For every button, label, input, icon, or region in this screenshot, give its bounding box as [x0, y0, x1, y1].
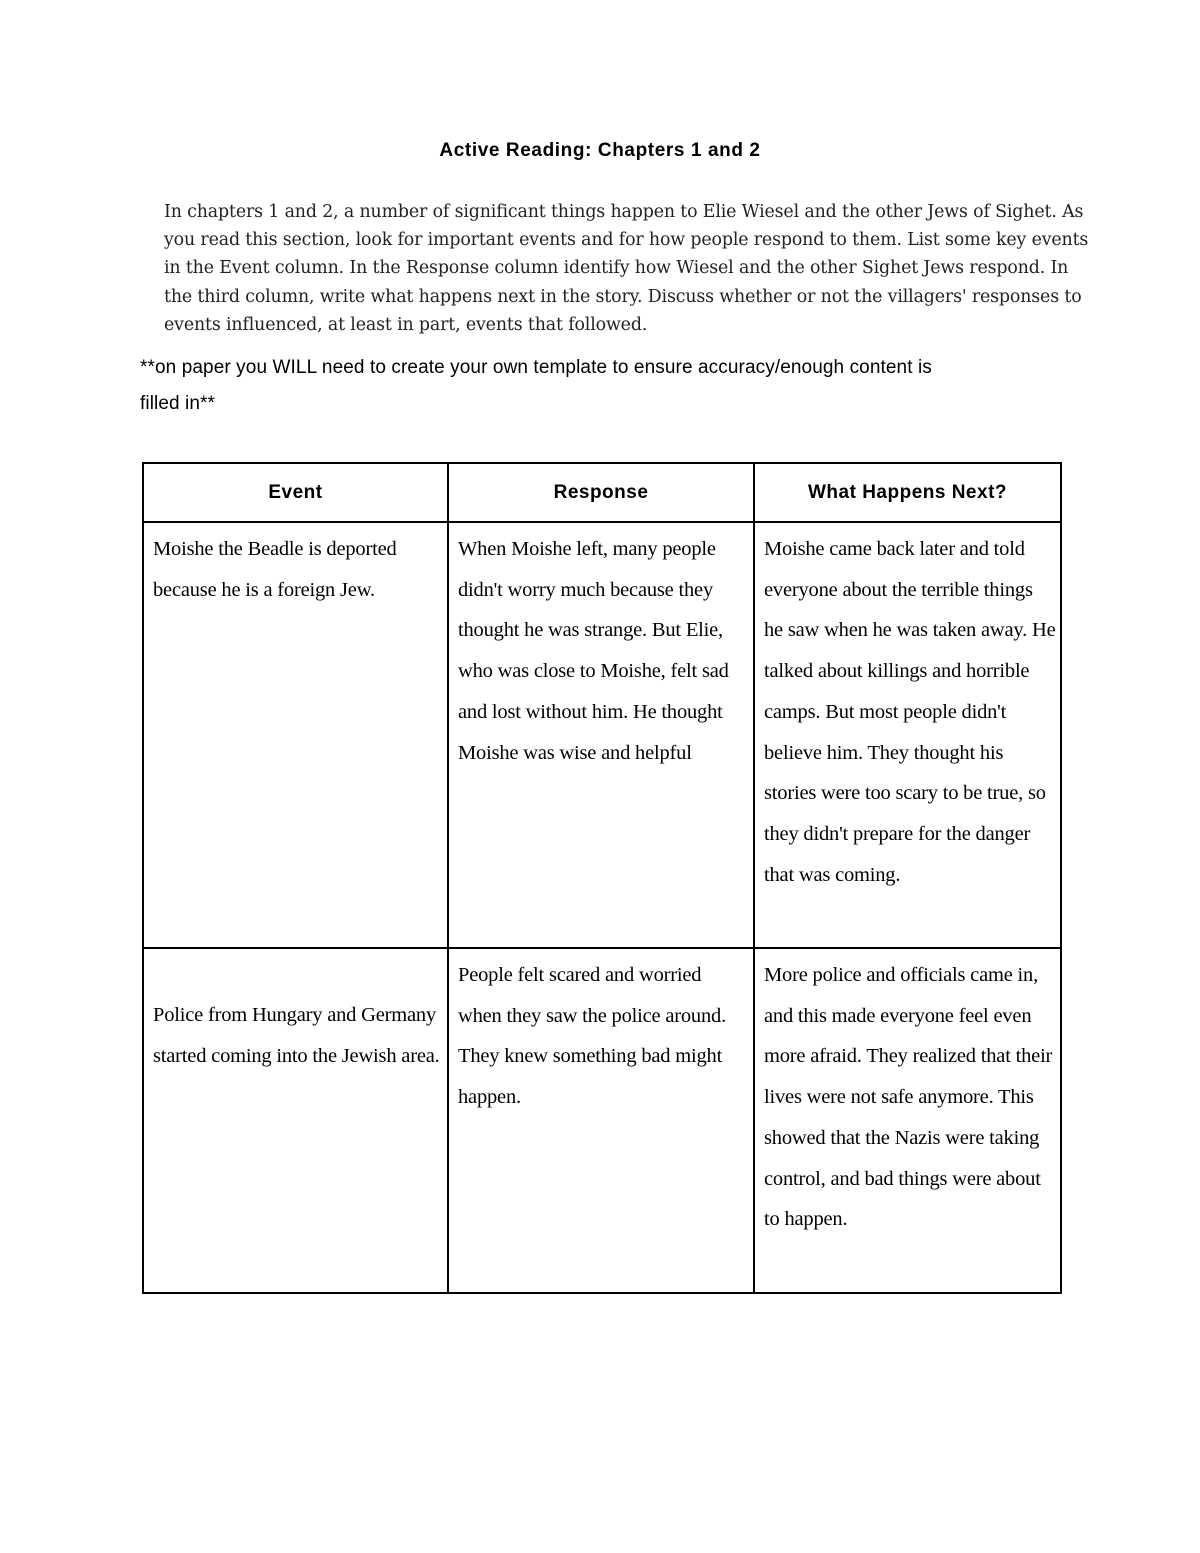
table-row — [143, 948, 1061, 1293]
event-response-table — [142, 462, 1062, 1294]
next-text: More police and officials came in, and this made everyone feel even more afraid. They realized that their lives were not safe anymore. This showed that the Nazis were taking control, and bad things were about to happen. — [764, 964, 1053, 1231]
event-text: Moishe the Beadle is deported because he is a foreign Jew. — [153, 538, 397, 601]
event-text: Police from Hungary and Germany started coming into the Jewish area. — [153, 1004, 440, 1067]
event-cell — [143, 948, 448, 1293]
event-cell — [143, 522, 448, 948]
header-response: Response — [448, 463, 754, 522]
instructions-line: the third column, write what happens next in the story. Discuss whether or not the villagers' responses to — [164, 286, 1082, 307]
response-cell — [448, 948, 754, 1293]
instructions-line: events influenced, at least in part, events that followed. — [164, 314, 648, 335]
next-text: Moishe came back later and told everyone about the terrible things he saw when he was taken away. He talked about killings and horrible camps. But most people didn't believe him. They thought his stories were too scary to be true, so they didn't prepare for the danger that was coming. — [764, 538, 1056, 886]
note-line: filled in** — [140, 393, 216, 414]
table-header-row — [143, 463, 1061, 522]
next-cell — [754, 522, 1061, 948]
page-title: Active Reading: Chapters 1 and 2 — [439, 140, 761, 161]
template-note — [140, 350, 1060, 422]
table-row — [143, 522, 1061, 948]
response-text: When Moishe left, many people didn't worry much because they thought he was strange. But Elie, who was close to Moishe, felt sad and lost without him. He thought Moishe was wise and helpful — [458, 538, 729, 764]
next-cell — [754, 948, 1061, 1293]
instructions-paragraph — [164, 198, 1154, 339]
instructions-line: you read this section, look for important events and for how people respond to them. List some key events — [164, 230, 1089, 251]
header-what-happens-next: What Happens Next? — [754, 463, 1061, 522]
note-line: **on paper you WILL need to create your own template to ensure accuracy/enough content is — [140, 357, 932, 378]
instructions-line: In chapters 1 and 2, a number of significant things happen to Elie Wiesel and the other Jews of Sighet. As — [164, 202, 1084, 222]
header-event: Event — [143, 463, 448, 522]
response-text: People felt scared and worried when they saw the police around. They knew something bad might happen. — [458, 964, 726, 1109]
instructions-line: in the Event column. In the Response column identify how Wiesel and the other Sighet Jews respond. In — [164, 258, 1069, 279]
response-cell — [448, 522, 754, 948]
